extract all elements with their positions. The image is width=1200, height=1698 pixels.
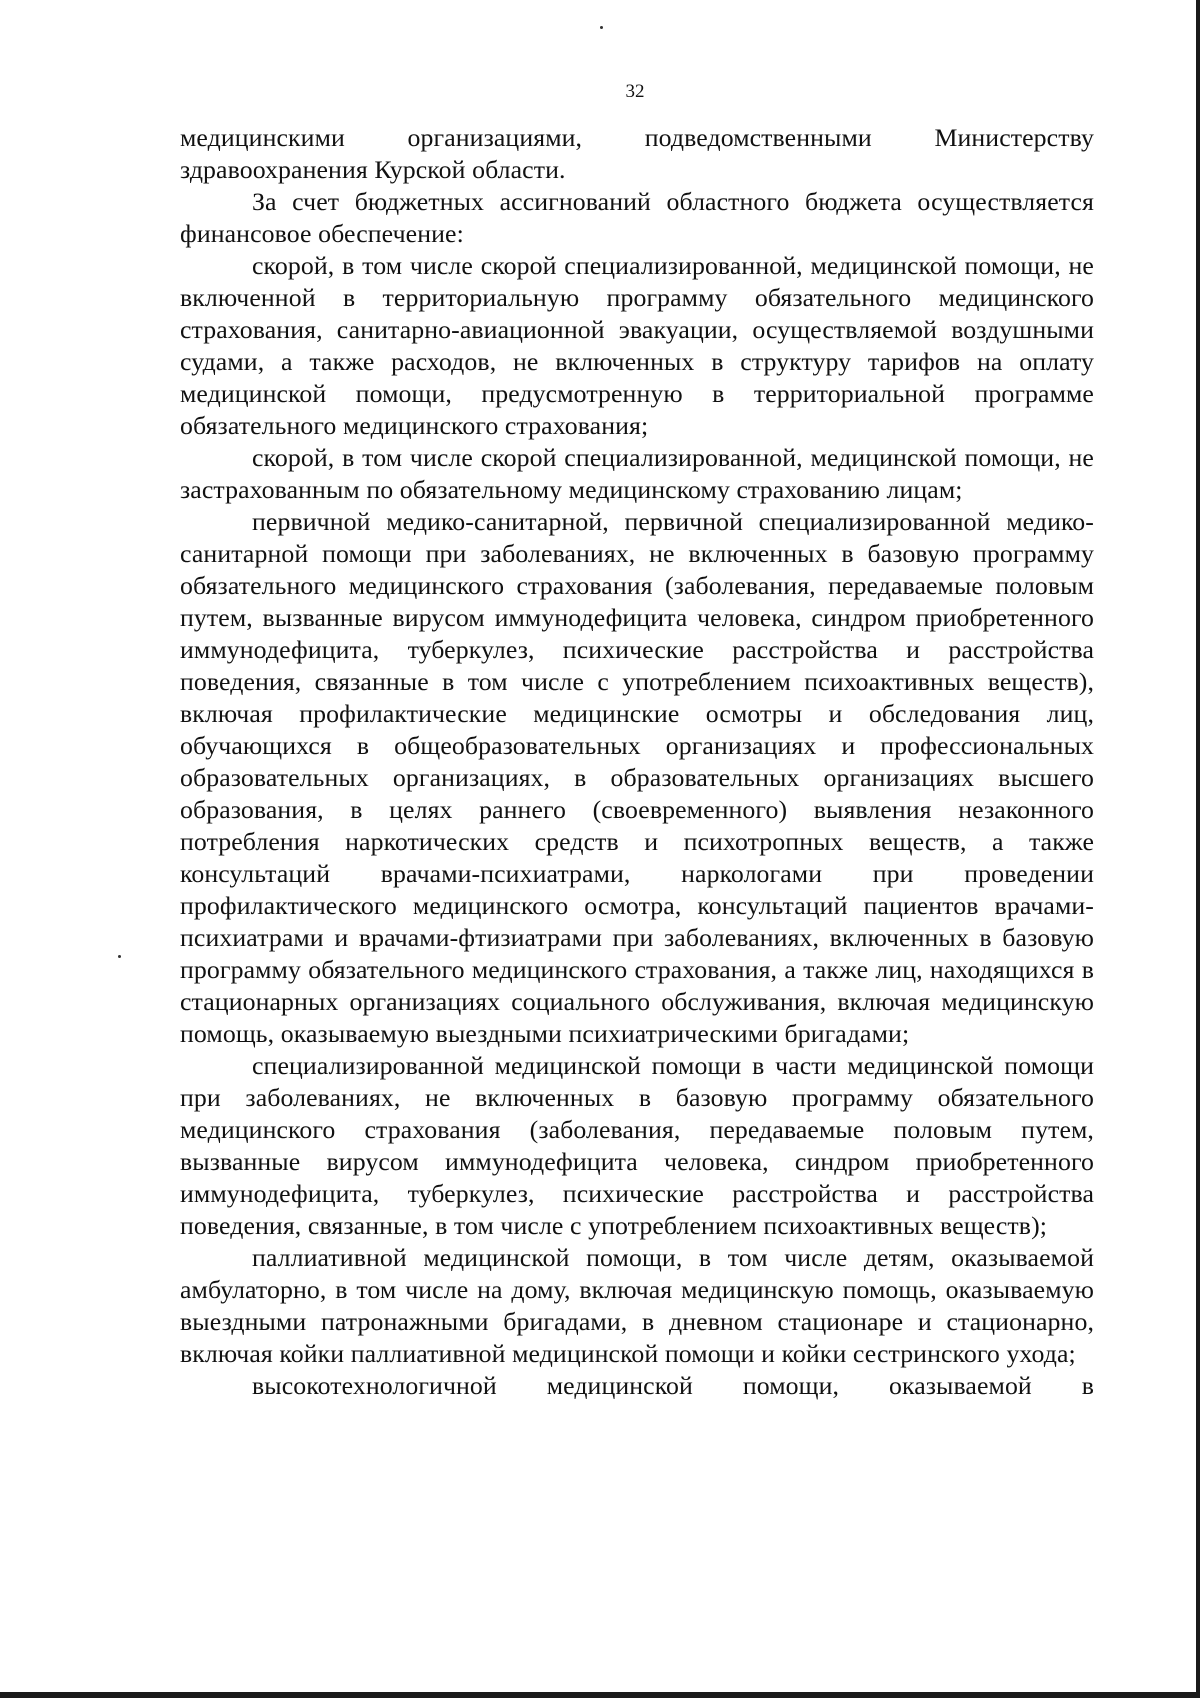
scan-speck	[118, 955, 121, 958]
paragraph-emergency-care-uninsured: скорой, в том числе скорой специализированной, медицинской помощи, не застрахованным по обязательному медицинскому страхованию лицам;	[180, 443, 1094, 504]
paragraph-high-tech-care: высокотехнологичной медицинской помощи, оказываемой в	[252, 1371, 1094, 1400]
paragraph-continuation: медицинскими организациями, подведомственными Министерству здравоохранения Курской области.	[180, 123, 1094, 184]
paragraph-emergency-care-not-included: скорой, в том числе скорой специализированной, медицинской помощи, не включенной в территориальную программу обязательного медицинского страхования, санитарно-авиационной эвакуации, осуществляемой воздушными судами, а также расходов, не включенных в структуру тарифов на оплату медицинской помощи, предусмотренную в территориальной программе обязательного медицинского страхования;	[180, 251, 1094, 440]
paragraph-primary-care: первичной медико-санитарной, первичной специализированной медико-санитарной помощи при заболеваниях, не включенных в базовую программу обязательного медицинского страхования (заболевания, передаваемые половым путем, вызванные вирусом иммунодефицита человека, синдром приобретенного иммунодефицита, туберкулез, психические расстройства и расстройства поведения, связанные в том числе с употреблением психоактивных веществ), включая профилактические медицинские осмотры и обследования лиц, обучающихся в общеобразовательных организациях и профессиональных образовательных организациях, в образовательных организациях высшего образования, в целях раннего (своевременного) выявления незаконного потребления наркотических средств и психотропных веществ, а также консультаций врачами-психиатрами, наркологами при проведении профилактического медицинского осмотра, консультаций пациентов врачами-психиатрами и врачами-фтизиатрами при заболеваниях, включенных в базовую программу обязательного медицинского страхования, а также лиц, находящихся в стационарных организациях социального обслуживания, включая медицинскую помощь, оказываемую выездными психиатрическими бригадами;	[180, 507, 1094, 1048]
paragraph-funding-intro: За счет бюджетных ассигнований областного бюджета осуществляется финансовое обеспечение:	[180, 187, 1094, 248]
page-number: 32	[625, 81, 645, 102]
document-body	[180, 122, 1094, 1402]
paragraph-palliative-care: паллиативной медицинской помощи, в том числе детям, оказываемой амбулаторно, в том числе на дому, включая медицинскую помощь, оказываемую выездными патронажными бригадами, в дневном стационаре и стационарно, включая койки паллиативной медицинской помощи и койки сестринского ухода;	[180, 1243, 1094, 1368]
scan-speck	[600, 26, 603, 29]
paragraph-specialized-care: специализированной медицинской помощи в части медицинской помощи при заболеваниях, не включенных в базовую программу обязательного медицинского страхования (заболевания, передаваемые половым путем, вызванные вирусом иммунодефицита человека, синдром приобретенного иммунодефицита, туберкулез, психические расстройства и расстройства поведения, связанные, в том числе с употреблением психоактивных веществ);	[180, 1051, 1094, 1240]
